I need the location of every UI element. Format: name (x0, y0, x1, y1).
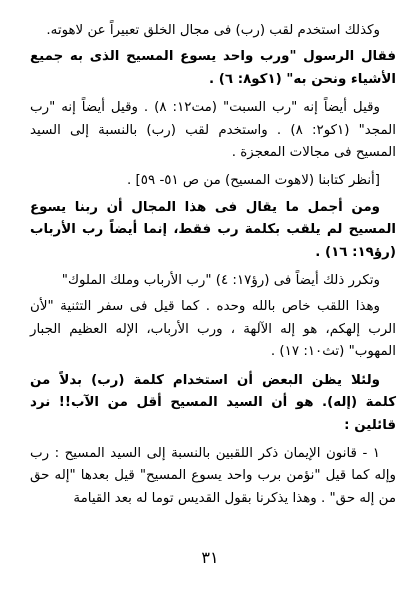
paragraph-6: وتكرر ذلك أيضاً فى (رؤ١٧: ٤) "رب الأرباب وملك الملوك" (61, 273, 380, 289)
page-number: ٣١ (201, 548, 219, 567)
paragraph-1: وكذلك استخدم لقب (رب) فى مجال الخلق تعبيراً عن لاهوته. (46, 23, 380, 38)
paragraph-7: وهذا اللقب خاص بالله وحده . كما قيل فى سفر التثنية "لأن الرب إلهكم، هو إله الآلهة ، ورب الأرباب، الإله العظيم الجبار المهوب" (تث١٠: ١٧) . (30, 299, 396, 360)
paragraph-9: ١ - قانون الإيمان ذكر اللقبين بالنسبة إلى السيد المسيح : رب وإله كما قيل "نؤمن برب واحد يسوع المسيح" قيل بعدها "إله حق من إله حق" . وهذا يذكرنا بقول القديس توما له بعد القيامة (30, 445, 396, 506)
paragraph-2: فقال الرسول "ورب واحد يسوع المسيح الذى به جميع الأشياء ونحن به" (١كو٨: ٦) . (30, 49, 396, 87)
paragraph-4: [أنظر كتابنا (لاهوت المسيح) من ص ٥١- ٥٩] . (127, 173, 380, 189)
paragraph-5: ومن أجمل ما يقال فى هذا المجال أن ربنا يسوع المسيح لم يلقب بكلمة رب فقط، إنما أيضاً رب الأرباب (رؤ١٩: ١٦) . (30, 199, 396, 260)
paragraph-3: وقيل أيضاً إنه "رب السبت" (مت١٢: ٨) . وقيل أيضاً إنه "رب المجد" (١كو٢: ٨) . واستخدم لقب (رب) بالنسبة إلى السيد المسيح فى مجالات المعجزة . (30, 100, 396, 161)
paragraph-8: ولئلا يظن البعض أن استخدام كلمة (رب) بدلاً من كلمة (إله). هو أن السيد المسيح أقل من الآب!! نرد قائلين : (30, 372, 396, 433)
